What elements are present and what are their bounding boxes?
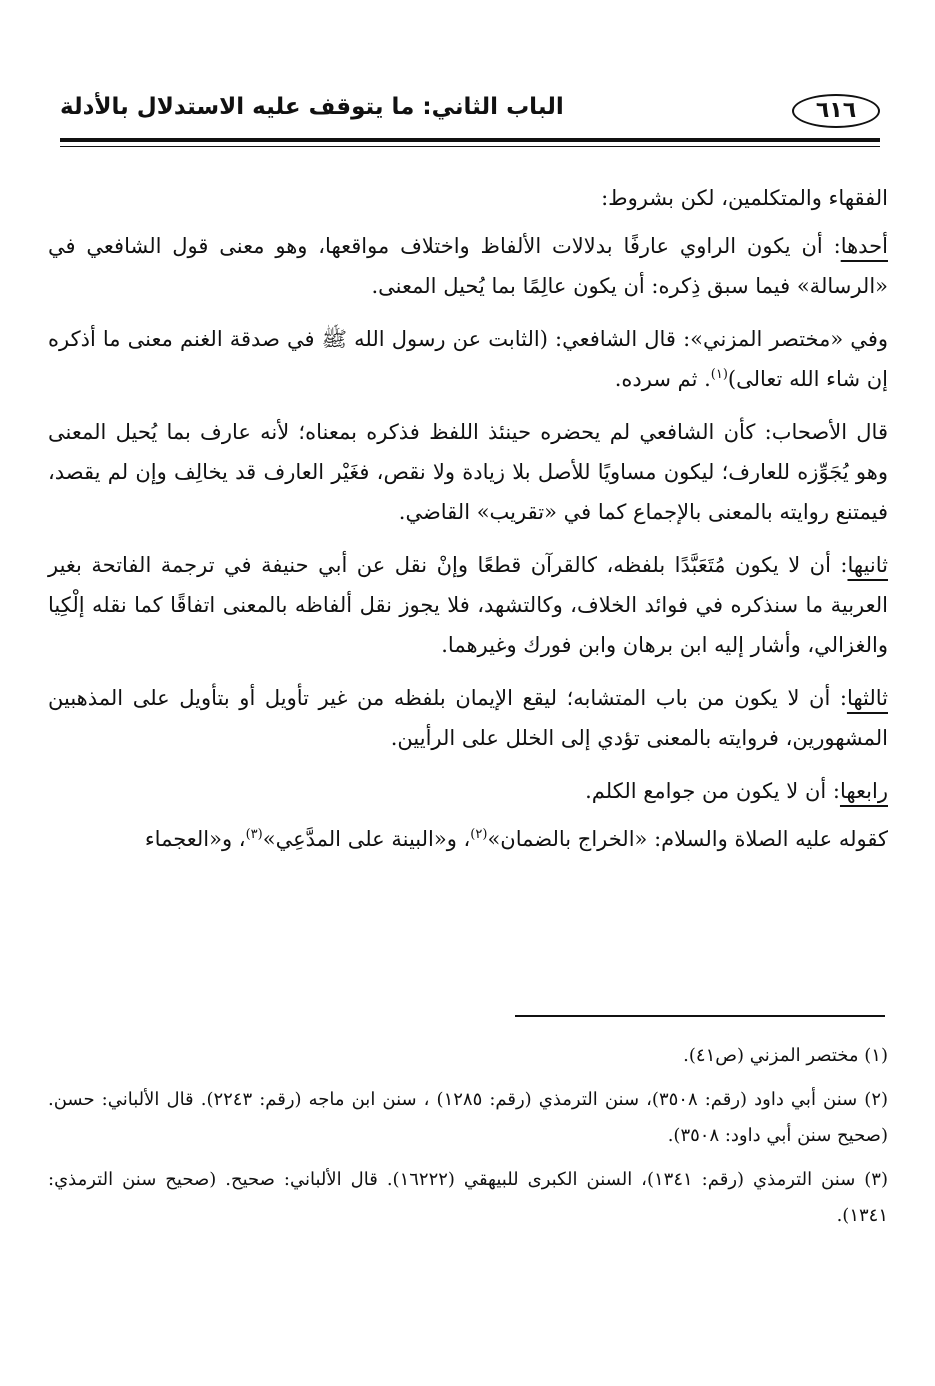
main-text: [48, 178, 888, 872]
paragraph-condition-2: [48, 545, 888, 665]
header-rule-thin: [60, 146, 880, 147]
condition-2-label: ثانيها: [847, 553, 888, 577]
page-number: ٦١٦: [792, 94, 880, 128]
page-header: [60, 92, 880, 142]
mukhtasar-end: . ثم سرده.: [614, 367, 711, 391]
footnote-2: (٢) سنن أبي داود (رقم: ٣٥٠٨)، سنن الترمذي (رقم: ١٢٨٥) ، سنن ابن ماجه (رقم: ٢٢٤٣). قال الألباني: حسن. (صحيح سنن أبي داود: ٣٥٠٨).: [48, 1089, 889, 1146]
paragraph-condition-1: [48, 226, 888, 306]
condition-4-label: رابعها: [839, 779, 888, 803]
footnote-ref-1: (١): [710, 367, 728, 382]
paragraph-mukhtasar: [48, 319, 888, 399]
footnote-separator: [515, 1015, 885, 1017]
paragraph-intro: الفقهاء والمتكلمين، لكن بشروط:: [601, 186, 888, 210]
paragraph-examples: [48, 819, 888, 859]
footnote-ref-2: (٢): [470, 827, 488, 842]
condition-1-label: أحدها: [840, 234, 888, 258]
condition-3-text: : أن لا يكون من باب المتشابه؛ ليقع الإيمان بلفظه من غير تأويل أو بتأويل على المذهبين المشهورين، فروايته بالمعنى تؤدي إلى الخلل على الرأيين.: [48, 686, 888, 750]
condition-2-text: : أن لا يكون مُتَعَبَّدًا بلفظه، كالقرآن قطعًا وإنْ نقل عن أبي حنيفة في ترجمة الفاتحة بغير العربية ما سنذكره في فوائد الخلاف، وكالتشهد، فلا يجوز نقل ألفاظه بالمعنى اتفاقًا كما نقله إلْكِيا والغزالي، وأشار إليه ابن برهان وابن فورك وغيرهما.: [48, 553, 888, 657]
footnote-3: (٣) سنن الترمذي (رقم: ١٣٤١)، السنن الكبرى للبيهقي (١٦٢٢٢). قال الألباني: صحيح. (صحيح سنن الترمذي: ١٣٤١).: [48, 1169, 888, 1226]
examples-text-a: كقوله عليه الصلاة والسلام: «الخراج بالضمان»: [487, 827, 888, 851]
footnotes: [48, 1038, 888, 1242]
condition-1-text: : أن يكون الراوي عارفًا بدلالات الألفاظ واختلاف مواقعها، وهو معنى قول الشافعي في «الرسالة» فيما سبق ذِكره: أن يكون عالِمًا بما يُحيل المعنى.: [48, 234, 888, 298]
footnote-1: (١) مختصر المزني (ص٤١).: [683, 1045, 888, 1066]
header-rule-thick: [60, 138, 880, 142]
running-title: الباب الثاني: ما يتوقف عليه الاستدلال بالأدلة: [60, 94, 564, 120]
examples-text-b: ، و«البينة على المدَّعِي»: [262, 827, 471, 851]
condition-3-label: ثالثها: [846, 686, 888, 710]
paragraph-condition-3: [48, 678, 888, 758]
condition-4-text: : أن لا يكون من جوامع الكلم.: [585, 779, 840, 803]
paragraph-condition-4: [48, 771, 888, 811]
footnote-ref-3: (٣): [245, 827, 263, 842]
mukhtasar-text: وفي «مختصر المزني»: قال الشافعي: (الثابت عن رسول الله ﷺ في صدقة الغنم معنى ما أذكره إن شاء الله تعالى): [48, 327, 888, 391]
examples-text-c: ، و«العجماء: [144, 827, 246, 851]
paragraph-ashab: قال الأصحاب: كأن الشافعي لم يحضره حينئذ اللفظ فذكره بمعناه؛ لأنه عارف بما يُحيل المعنى وهو يُجَوِّزه للعارف؛ ليكون مساويًا للأصل بلا زيادة ولا نقص، فغَيْر العارف قد يخالِف وإن لم يقصد، فيمتنع روايته بالمعنى بالإجماع كما في «تقريب» القاضي.: [48, 420, 888, 524]
